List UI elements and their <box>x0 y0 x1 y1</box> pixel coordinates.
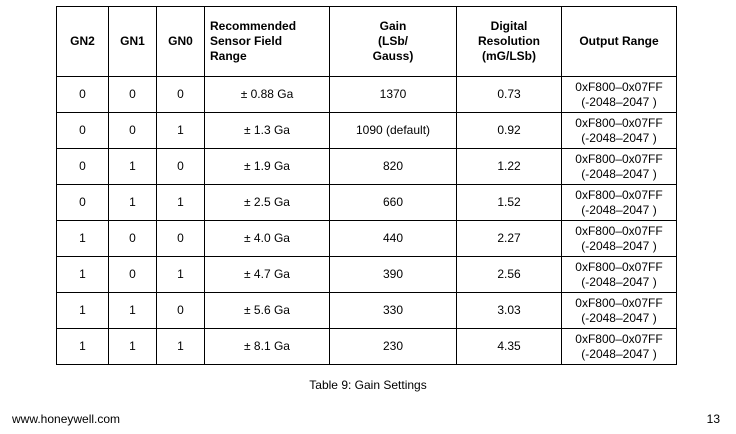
output-range-line: 0xF800–0x07FF <box>575 151 663 166</box>
cell-output-range <box>562 185 677 221</box>
table-caption: Table 9: Gain Settings <box>309 378 427 392</box>
cell-resolution: 2.27 <box>457 221 562 257</box>
table-body <box>57 77 677 365</box>
column-header-gain <box>330 7 457 77</box>
output-range-line: 0xF800–0x07FF <box>575 259 663 274</box>
output-range-line: (-2048–2047 ) <box>581 130 657 145</box>
output-range-line: (-2048–2047 ) <box>581 238 657 253</box>
output-range-line: (-2048–2047 ) <box>581 274 657 289</box>
header-line: GN0 <box>168 34 193 48</box>
cell-gn1: 0 <box>109 113 157 149</box>
column-header-gn2 <box>57 7 109 77</box>
cell-resolution: 1.52 <box>457 185 562 221</box>
cell-gn2: 1 <box>57 329 109 365</box>
table-row <box>57 77 677 113</box>
cell-resolution: 0.92 <box>457 113 562 149</box>
cell-gn0: 0 <box>157 293 205 329</box>
header-line: (mG/LSb) <box>482 49 536 63</box>
output-range-line: 0xF800–0x07FF <box>575 295 663 310</box>
output-range-line: (-2048–2047 ) <box>581 202 657 217</box>
cell-gn1: 1 <box>109 185 157 221</box>
header-line: Gauss) <box>372 49 414 63</box>
cell-output-range <box>562 257 677 293</box>
cell-output-range <box>562 77 677 113</box>
column-header-digital-resolution <box>457 7 562 77</box>
cell-resolution: 0.73 <box>457 77 562 113</box>
cell-resolution: 4.35 <box>457 329 562 365</box>
table-row <box>57 293 677 329</box>
header-line: Resolution <box>478 34 540 48</box>
cell-gn0: 1 <box>157 329 205 365</box>
cell-gain: 390 <box>330 257 457 293</box>
cell-gn1: 0 <box>109 221 157 257</box>
cell-output-range <box>562 329 677 365</box>
table-row <box>57 185 677 221</box>
cell-range: ± 5.6 Ga <box>205 293 330 329</box>
table-row <box>57 329 677 365</box>
footer-website: www.honeywell.com <box>12 412 121 426</box>
cell-gain: 440 <box>330 221 457 257</box>
cell-gn0: 0 <box>157 221 205 257</box>
cell-gn2: 1 <box>57 293 109 329</box>
cell-gain: 820 <box>330 149 457 185</box>
cell-gn1: 1 <box>109 149 157 185</box>
table-row <box>57 221 677 257</box>
cell-resolution: 2.56 <box>457 257 562 293</box>
table-row <box>57 149 677 185</box>
cell-range: ± 0.88 Ga <box>205 77 330 113</box>
cell-gn1: 1 <box>109 293 157 329</box>
cell-resolution: 1.22 <box>457 149 562 185</box>
cell-output-range <box>562 113 677 149</box>
output-range-line: 0xF800–0x07FF <box>575 115 663 130</box>
cell-range: ± 8.1 Ga <box>205 329 330 365</box>
header-line: Gain <box>379 19 407 33</box>
output-range-line: (-2048–2047 ) <box>581 310 657 325</box>
header-line: Range <box>210 49 247 63</box>
header-line: Sensor Field <box>210 34 283 48</box>
cell-range: ± 4.7 Ga <box>205 257 330 293</box>
cell-gn2: 0 <box>57 77 109 113</box>
column-header-recommended-range <box>205 7 330 77</box>
cell-gn0: 0 <box>157 149 205 185</box>
output-range-line: 0xF800–0x07FF <box>575 79 663 94</box>
cell-gn2: 1 <box>57 257 109 293</box>
gain-settings-table <box>56 6 677 365</box>
header-line: GN1 <box>120 34 145 48</box>
cell-gn0: 0 <box>157 77 205 113</box>
cell-gain: 1090 (default) <box>330 113 457 149</box>
header-line: Digital <box>490 19 528 33</box>
output-range-line: 0xF800–0x07FF <box>575 223 663 238</box>
output-range-line: 0xF800–0x07FF <box>575 187 663 202</box>
cell-gn0: 1 <box>157 185 205 221</box>
column-header-output-range <box>562 7 677 77</box>
header-line: GN2 <box>70 34 95 48</box>
cell-range: ± 2.5 Ga <box>205 185 330 221</box>
cell-gn1: 0 <box>109 257 157 293</box>
column-header-gn0 <box>157 7 205 77</box>
header-line: Output Range <box>579 34 659 48</box>
cell-gn0: 1 <box>157 113 205 149</box>
cell-gn2: 1 <box>57 221 109 257</box>
cell-gn2: 0 <box>57 113 109 149</box>
page-number: 13 <box>706 412 720 426</box>
output-range-line: (-2048–2047 ) <box>581 94 657 109</box>
cell-gn1: 1 <box>109 329 157 365</box>
cell-range: ± 4.0 Ga <box>205 221 330 257</box>
header-row <box>57 7 677 77</box>
table-header <box>57 7 677 77</box>
cell-gain: 660 <box>330 185 457 221</box>
header-line: (LSb/ <box>378 34 408 48</box>
column-header-gn1 <box>109 7 157 77</box>
cell-range: ± 1.3 Ga <box>205 113 330 149</box>
table-row <box>57 113 677 149</box>
cell-gain: 330 <box>330 293 457 329</box>
output-range-line: (-2048–2047 ) <box>581 346 657 361</box>
cell-resolution: 3.03 <box>457 293 562 329</box>
cell-output-range <box>562 221 677 257</box>
cell-output-range <box>562 149 677 185</box>
header-line: Recommended <box>210 19 297 33</box>
cell-gain: 1370 <box>330 77 457 113</box>
cell-gn1: 0 <box>109 77 157 113</box>
cell-output-range <box>562 293 677 329</box>
cell-gn0: 1 <box>157 257 205 293</box>
table-row <box>57 257 677 293</box>
cell-gain: 230 <box>330 329 457 365</box>
output-range-line: 0xF800–0x07FF <box>575 331 663 346</box>
output-range-line: (-2048–2047 ) <box>581 166 657 181</box>
cell-gn2: 0 <box>57 185 109 221</box>
cell-gn2: 0 <box>57 149 109 185</box>
cell-range: ± 1.9 Ga <box>205 149 330 185</box>
